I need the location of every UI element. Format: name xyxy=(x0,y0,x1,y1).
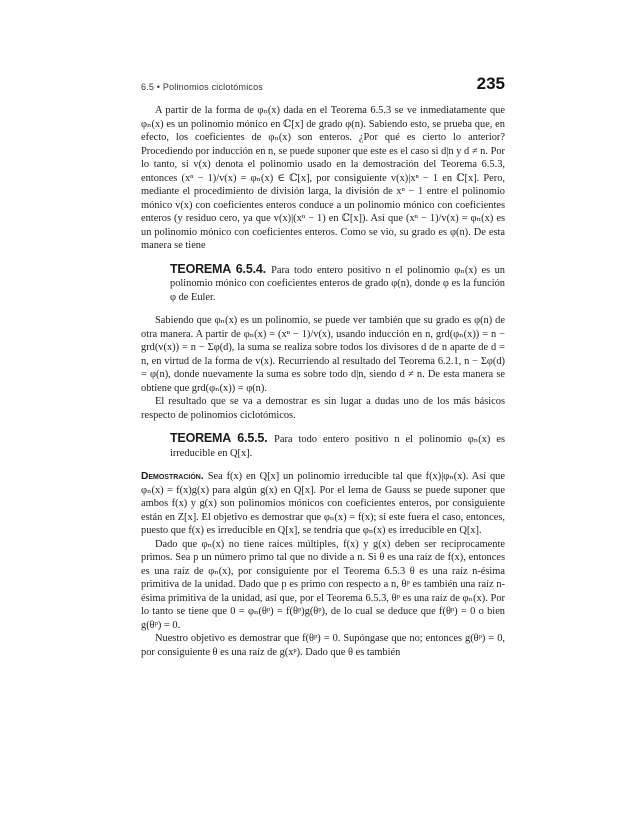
page-body xyxy=(141,104,505,659)
running-head: 6.5 • Polinomios ciclotómicos xyxy=(141,82,263,92)
theorem-6-5-4 xyxy=(170,263,505,305)
proof-paragraph xyxy=(141,470,505,538)
theorem-6-5-5 xyxy=(170,432,505,460)
paragraph-result: El resultado que se va a demostrar es sin lugar a dudas uno de los más básicos respecto de polinomios ciclotómicos. xyxy=(141,396,505,421)
page-header xyxy=(141,74,505,96)
proof-text: Sea f(x) en Q[x] un polinomio irreducible tal que f(x)|φₙ(x). Así que φₙ(x) = f(x)g(x) para algún g(x) en Q[x]. Por el lema de Gauss se puede suponer que ambos f(x) y g(x) son polinomios mónicos con coeficientes enteros, por consiguiente están en Z[x]. El objetivo es demostrar que φₙ(x) = f(x); si este fuera el caso, entonces, puesto que f(x) es irreducible en Q[x], se tendría que φₙ(x) es irreducible en Q[x]. xyxy=(141,471,505,536)
page-number: 235 xyxy=(476,74,505,93)
theorem-label: TEOREMA 6.5.4. xyxy=(170,261,272,276)
theorem-statement: Para todo entero positivo n el polinomio φₙ(x) es irreducible en Q[x]. xyxy=(170,434,505,459)
paragraph-degree: Sabiendo que φₙ(x) es un polinomio, se puede ver también que su grado es φ(n) de otra manera. A partir de φₙ(x) = (xⁿ − 1)/v(x), usando inducción en n, grd(φₙ(x)) = n − grd(v(x)) = n − Σφ(d), la suma se realiza sobre todos los divisores d de n aparte de d = n, en virtud de la forma de v(x). Recurriendo al resultado del Teorema 6.2.1, n − Σφ(d) = φ(n), donde nuevamente la suma es sobre todo d|n, siendo d ≠ n. De esta manera se obtiene que grd(φₙ(x)) = φ(n). xyxy=(141,315,505,394)
paragraph-objective: Nuestro objetivo es demostrar que f(θᵖ) = 0. Supóngase que no; entonces g(θᵖ) = 0, por consiguiente θ es una raíz de g(xᵖ). Dado que θ es también xyxy=(141,633,505,658)
theorem-label: TEOREMA 6.5.5. xyxy=(170,431,275,445)
proof-label: Demostración. xyxy=(141,471,208,482)
theorem-statement: Para todo entero positivo n el polinomio φₙ(x) es un polinomio mónico con coeficientes enteros de grado φ(n), donde φ es la función φ de Euler. xyxy=(170,264,505,303)
paragraph-intro: A partir de la forma de φₙ(x) dada en el Teorema 6.5.3 se ve inmediatamente que φₙ(x) es un polinomio mónico en ℂ[x] de grado φ(n). Sabiendo esto, se prueba que, en efecto, los coeficientes de φₙ(x) son enteros. ¿Por qué es cierto lo anterior? Procediendo por inducción en n, se puede suponer que este es el caso si d|n y d ≠ n. Por lo tanto, si v(x) denota el polinomio usado en la demostración del Teorema 6.5.3, entonces (xⁿ − 1)/v(x) = φₙ(x) ∈ ℂ[x], por consiguiente v(x)|xⁿ − 1 en ℂ[x]. Pero, mediante el procedimiento de división larga, la división de xⁿ − 1 entre el polinomio mónico v(x) con coeficientes enteros conduce a un polinomio mónico con coeficientes enteros (y residuo cero, ya que v(x)|(xⁿ − 1) en ℂ[x]). Así que (xⁿ − 1)/v(x) = φₙ(x) es un polinomio mónico con coeficientes enteros. Como se vio, su grado es φ(n). De esta manera se tiene xyxy=(141,105,505,251)
paragraph-roots: Dado que φₙ(x) no tiene raíces múltiples, f(x) y g(x) deben ser recíprocamente primos. Sea p un número primo tal que no divide a n. Si θ es una raíz de f(x), entonces es una raíz de φₙ(x), por consiguiente por el Teorema 6.5.3 θ es una raíz n-ésima primitiva de la unidad. Dado que p es primo con respecto a n, θᵖ es también una raíz n-ésima primitiva de la unidad, así que, por el Teorema 6.5.3, θᵖ es una raíz de φₙ(x). Por lo tanto se tiene que 0 = φₙ(θᵖ) = f(θᵖ)g(θᵖ), de lo cual se deduce que f(θᵖ) = 0 o bien g(θᵖ) = 0. xyxy=(141,538,505,631)
